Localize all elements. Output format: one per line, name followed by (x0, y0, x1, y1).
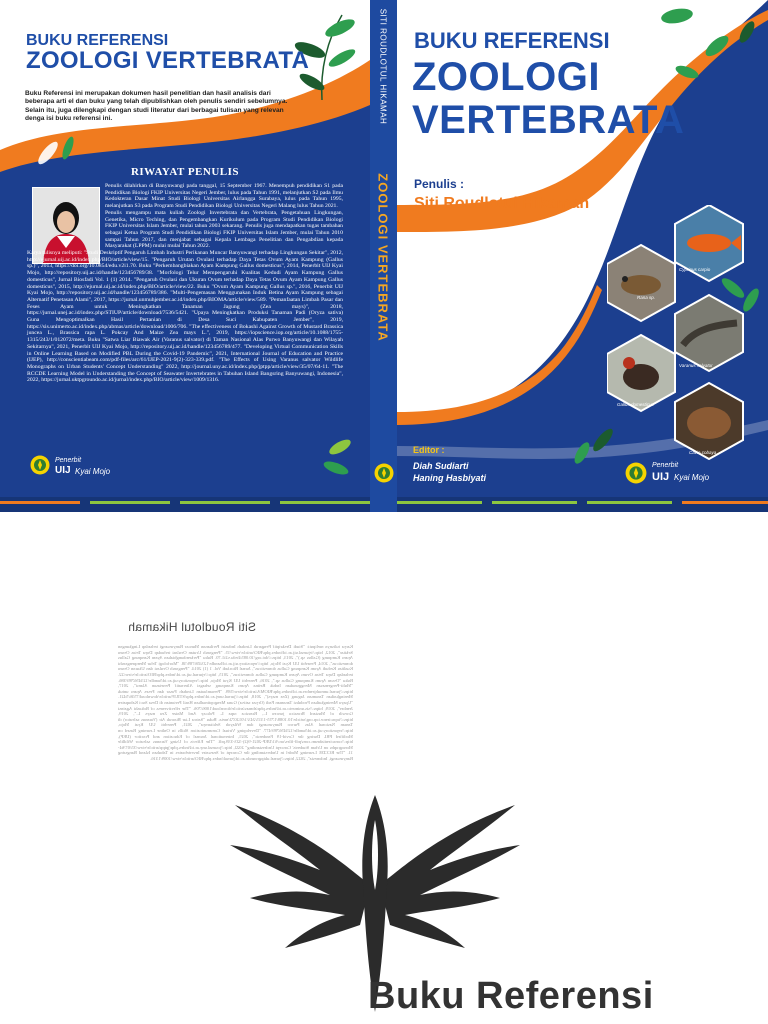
back-header-small: BUKU REFERENSI (26, 32, 169, 49)
bio-main: Penulis mengampu mata kuliah Zoologi Invertebrata dan Vertebrata, Pengetahuan Lingkungan, Genetika, Micro Teching, dan Pengembangkan Kurikulum pada Program Studi Pendidikan Biologi FKIP Universitas Islam Jember, mulai tahun 2003 sekarang. Penulis juga mendapatkan tugas tambahan sebagai Ketua Program Studi Pendidikan Biologi FKIP Universitas Islam Jember, mulai Tahun 2010 sampai Tahun 2017, dan menjabat sebagai Kepala Lembaga Penelitian dan Pengabdian kepada Masyarakat (LPPM) mulai mulai Tahun 2022. (105, 209, 343, 250)
back-publisher-big: UIJ (55, 465, 71, 476)
photo-chicken (607, 335, 675, 411)
front-leaf-top-icon (647, 2, 757, 97)
editor-label: Editor : (413, 445, 445, 455)
back-publisher-script: Kyai Mojo (75, 467, 111, 476)
label-cyprinus: Cyprinus carpio (679, 267, 711, 272)
leaf-bottom-icon (318, 432, 368, 487)
spine-logo-icon (374, 463, 394, 483)
photo-frog (607, 245, 675, 321)
photo-guinea-pig (675, 383, 743, 459)
front-publisher-big: UIJ (652, 471, 670, 483)
front-publisher-script: Kyai Mojo (674, 473, 710, 482)
front-title-line1: ZOOLOGI (412, 55, 600, 99)
editor-1: Diah Sudiarti (413, 461, 469, 471)
front-header-small: BUKU REFERENSI (414, 28, 610, 53)
author-biography (27, 183, 343, 384)
mirrored-author-name: Siti Roudlotul Hikamah (128, 620, 256, 634)
spine-title: ZOOLOGI VERTEBRATA (375, 173, 391, 342)
front-cover (397, 0, 768, 512)
back-cover (0, 0, 370, 512)
back-description: Buku Referensi ini merupakan dokumen hasil penelitian dan hasil analisis dari beberapa arti el dan buku yang telah dipublishkan oleh penulis sendiri sebelumnya. Selain itu, juga dilengkapi dengan studi literatur dari berbagai tulisan yang relevan denga isi buku referensi ini. (25, 90, 288, 122)
label-rana: Rana sp. (637, 295, 656, 300)
label-gallus: Gallus domesticus (617, 402, 654, 407)
riwayat-title: RIWAYAT PENULIS (130, 166, 240, 178)
bio-works[interactable]: Karya tulisnya meliputi: "Studi Deskriptif Pengaruh Limbah Industri Perikanan Muncar Banyuwangi terhadap Lingkungan Sekitar", 2012, http://ejurnal.uij.ac.id/index.php/BIO/article/view/15. "Pengaruh Urutan Ovulasi terhadap Daya Tetas Ovum Ayam Kampung (Gallus sp.)", 2013, https://doi.org/10.0854/edu.v2i1.70. Buku "Perkembangbiakan Ayam Kampung Gallus domesticus", 2014, Penerbit UIJ Kyai Mojo, http://repository.uij.ac.id/handle/123456789/38. "Morfologi Telur Mempengaruhi Kualitas Kedudi Ayam Kampung Gallus domesticus", Jurnal Biosfadi Vol. 1 (1) 2014. "Pengaruh Ovulasi dan Ukuran Ovum terhadap Daya Tetas Ovum Ayam Kampung Gallus domesticus", 2015, http://ejurnal.uij.ac.id/index.php/BIO/article/view/22. Buku "Ovum Ayam Kampung Gallus sp.", 2016, Penerbit UIJ Kyai Mojo, http://repository.uij.ac.id/handle/123456789/386. "Multi-Pengemasan Menggunakan Induk Betina Ayam Kampung sebagai Alternatif Penetasan Alami", 2017, https://jurnal.unmuhjember.ac.id/index.php/BIOMA/article/view/589. "Pemanfaatan Limbah Pasar dan Feses Ayam untuk Meningkatkan Tanaman Jagung (Zea mays)", 2018, https://jurnal.unej.ac.id/index.php/STIUP/article/download/7536/5421. "Upaya Meningkatkan Produksi Tanaman Padi (Oryza sativa) Guna Mengoptimalkan Hasil Pertanian di Desa Suci Kabupaten Jember", 2019, https://sis.unimerto.ac.id/index.php/abmas/article/download/1006/706. "The effectiveness of Bokashi Against Growth of Mustard Brassica juncea L., Brassica rapa L. Pokcay And Maize Zea mays L.", 2019, https://iopscience.iop.org/article/10.1088/1755-1315/243/1/012072/meta. Buku "Satwa Liar Biawak Air (Varanus salvator) di Taman Nasional Alas Purwo Banyuwangi dan Wilayah Sekitarnya", 2021, Penerbit UIJ Kyai Mojo, http://repository.uij.ac.id/handle/123456789/477. "Developing Virtual Communication Skills in Online Learning Based on Modified PBL During the Covid-19 Pandemic", 2021, International Journal of Education and Practice (IJEP), http://conscientiabeam.com/pdf-files/arc/61/IJEP-2021-9(2)-323-339.pdf. "The Effects of Using Varanus salvator Wildlife Monographs on Urban Students' Concept Understanding" 2022, http://journal.uny.ac.id/index.php/jptpp/article/view/35/07/64-11. "The RCCDE Learning Model in Understanding the Concept of Seawater Invertebrates in Tabuhan Island Bangsring Banyuwangi, Indonesia", 2022, https://jurnal.uktpgroundo.ac.id/jurnal/index.php/BIO/article/view/1009/1316. (27, 250, 343, 384)
animal-photo-collage (607, 205, 747, 460)
bottom-title: Buku Referensi (368, 975, 654, 1017)
front-title-line2: VERTEBRATA (412, 98, 685, 142)
editor-2: Haning Hasbiyati (413, 473, 487, 483)
back-header-big: ZOOLOGI VERTEBRATA (26, 47, 310, 74)
label-cavia: Cavia cobaya (689, 450, 717, 455)
penulis-label: Penulis : (414, 177, 465, 191)
front-university-logo-icon (625, 462, 647, 484)
mirrored-biography: Karya tulisnya meliputi: "Studi Deskriptif Pengaruh Limbah Industri Perikanan Muncar Banyuwangi terhadap Lingkungan Sekitar", 2012, http://ejurnal.uij.ac.id/index.php/BIO/article/view/15. "Pengaruh Urutan Ovulasi terhadap Daya Tetas Ovum Ayam Kampung (Gallus sp.)", 2013, https://doi.org/10.0854/edu.v2i1.70. Buku "Perkembangbiakan Ayam Kampung Gallus domesticus", 2014, Penerbit UIJ Kyai Mojo, http://repository.uij.ac.id/handle/123456789/38. "Morfologi Telur Mempengaruhi Kualitas Kedudi Ayam Kampung Gallus domesticus", Jurnal Biosfadi Vol. 1 (1) 2014. "Pengaruh Ovulasi dan Ukuran Ovum terhadap Daya Tetas Ovum Ayam Kampung Gallus domesticus", 2015, http://ejurnal.uij.ac.id/index.php/BIO/article/view/22. Buku "Ovum Ayam Kampung Gallus sp.", 2016, Penerbit UIJ Kyai Mojo, http://repository.uij.ac.id/handle/123456789/386. "Multi-Pengemasan Menggunakan Induk Betina Ayam Kampung sebagai Alternatif Penetasan Alami", 2017, https://jurnal.unmuhjember.ac.id/index.php/BIOMA/article/view/589. "Pemanfaatan Limbah Pasar dan Feses Ayam untuk Meningkatkan Tanaman Jagung (Zea mays)", 2018, https://jurnal.unej.ac.id/index.php/STIUP/article/download/7536/5421. "Upaya Meningkatkan Produksi Tanaman Padi (Oryza sativa) Guna Mengoptimalkan Hasil Pertanian di Desa Suci Kabupaten Jember", 2019, https://sis.unimerto.ac.id/index.php/abmas/article/download/1006/706. "The effectiveness of Bokashi Against Growth of Mustard Brassica juncea L., Brassica rapa L. Pokcay And Maize Zea mays L.", 2019, https://iopscience.iop.org/article/10.1088/1755-1315/243/1/012072/meta. Buku "Satwa Liar Biawak Air (Varanus salvator) di Taman Nasional Alas Purwo Banyuwangi dan Wilayah Sekitarnya", 2021, Penerbit UIJ Kyai Mojo, http://repository.uij.ac.id/handle/123456789/477. "Developing Virtual Communication Skills in Online Learning Based on Modified PBL During the Covid-19 Pandemic", 2021, International Journal of Education and Practice (IJEP), http://conscientiabeam.com/pdf-files/arc/61/IJEP-2021-9(2)-323-339.pdf. "The Effects of Using Varanus salvator Wildlife Monographs on Urban Students' Concept Understanding" 2022, http://journal.uny.ac.id/index.php/jptpp/article/view/35/07/64-11. "The RCCDE Learning Model in Understanding the Concept of Seawater Invertebrates in Tabuhan Island Bangsring Banyuwangi, Indonesia", 2022, https://jurnal.uktpgroundo.ac.id/jurnal/index.php/BIO/article/view/1009/1316. (118, 644, 353, 761)
front-author: Siti Roudlotul Hikamah (414, 195, 590, 212)
photo-lizard (675, 295, 743, 371)
back-publisher-small: Penerbit (55, 457, 82, 464)
label-varanus: Varanus salvator (679, 363, 713, 368)
bio-intro: Penulis dilahirkan di Banyuwangi pada tanggal, 15 September 1967. Menempuh pendidikan S1 pada Pendidikan Biologi FKIP Universitas Negeri Jember, lulus pada Tahun 1991, melanjutkan S2 pada Ilmu Kedokteran Dasar Minat Studi Biologi Universitas Airlangga Surabaya, lulus pada Tahun 1995, melanjutkan S3 pada Program Studi Pendidikan Biologi Universitas Negeri Malang lulus Tahun 2021. (105, 183, 343, 210)
spine-author: SITI ROUDLOTUL HIKAMAH (378, 8, 388, 125)
university-logo-icon (30, 455, 50, 475)
front-publisher-small: Penerbit (652, 462, 679, 469)
